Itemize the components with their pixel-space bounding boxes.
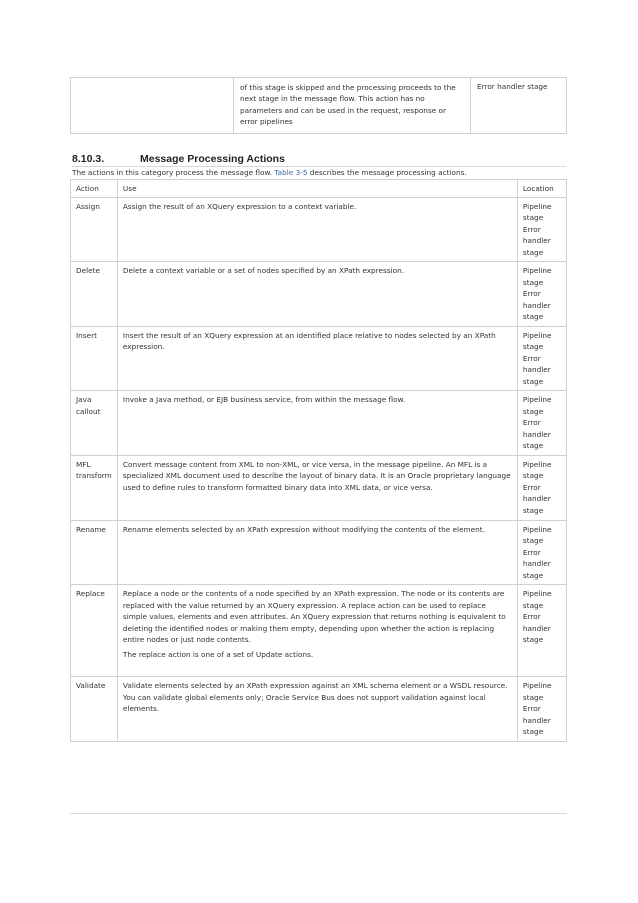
table-row	[71, 520, 567, 585]
location-line: stage	[522, 441, 544, 450]
continued-table-location-cell: Error handler stage	[477, 82, 548, 91]
action-cell: Java callout	[71, 391, 118, 456]
location-line: Error	[522, 612, 541, 621]
location-line: stage	[522, 505, 544, 515]
table-reference-link[interactable]: Table 3-5	[274, 168, 308, 177]
table-row	[71, 677, 567, 742]
use-paragraph: Convert message content from XML to non-XML, or vice versa, in the message pipeline. An MFL is a specialized XML document used to describe the layout of binary data. It is an Oracle proprietary language used to define rules to transform formatted binary data into XML data, or vice versa.	[122, 459, 511, 492]
section-title: Message Processing Actions	[140, 153, 285, 165]
intro-text: The actions in this category process the message flow.	[72, 168, 275, 177]
use-paragraph: Replace a node or the contents of a node specified by an XPath expression. The node or its contents are replaced with the value returned by an XQuery expression. A replace action can be used to replace simple values, elements and even attributes. An XQuery expression that returns nothing is equivalent to deleting the identified nodes or making them empty, depending upon whether the action is replacing entire nodes or just node contents.	[122, 589, 506, 644]
intro-text-end: describes the message processing actions.	[307, 168, 467, 177]
use-cell	[117, 326, 517, 391]
location-line: stage	[522, 277, 544, 287]
location-cell	[517, 520, 566, 585]
location-line: stage	[522, 342, 544, 351]
location-line: Pipeline	[522, 330, 552, 340]
location-line: handler	[522, 365, 551, 374]
table-row	[71, 391, 567, 456]
use-cell	[117, 585, 517, 677]
action-cell: Rename	[71, 520, 118, 585]
table-row	[71, 262, 567, 327]
action-cell: Assign	[71, 197, 118, 262]
use-cell	[117, 677, 517, 742]
location-line: stage	[522, 406, 544, 416]
table-header-row	[71, 180, 567, 198]
location-line: Pipeline	[522, 201, 552, 211]
action-cell: Delete	[71, 262, 118, 327]
page-footer-divider	[70, 813, 567, 814]
location-line: Error	[522, 704, 541, 713]
section-number: 8.10.3.	[72, 153, 105, 165]
location-line: Error	[522, 353, 541, 363]
action-cell: MFL transform	[71, 455, 118, 520]
section-heading	[72, 153, 285, 165]
location-line: stage	[522, 213, 544, 222]
location-cell	[517, 585, 566, 677]
location-cell	[517, 391, 566, 456]
location-line: Pipeline	[522, 395, 552, 404]
use-paragraph: Validate elements selected by an XPath expression against an XML schema element or a WSDL resource. You can validate global elements only; Oracle Service Bus does not support validation against local elements.	[122, 681, 508, 713]
location-line: Error	[522, 289, 541, 298]
location-line: handler	[522, 715, 551, 725]
message-processing-actions-table	[70, 179, 567, 742]
use-paragraph: Insert the result of an XQuery expression at an identified place relative to nodes selected by an XPath expression.	[122, 330, 496, 351]
location-line: Pipeline	[522, 681, 552, 690]
location-line: stage	[522, 692, 544, 702]
use-cell	[117, 197, 517, 262]
location-line: Pipeline	[522, 524, 552, 534]
location-line: stage	[522, 570, 544, 580]
location-line: handler	[522, 429, 551, 439]
action-cell: Replace	[71, 585, 118, 677]
table-row	[71, 197, 567, 262]
table-row	[71, 326, 567, 391]
use-paragraph: Invoke a Java method, or EJB business service, from within the message flow.	[122, 395, 406, 404]
heading-divider	[72, 166, 566, 167]
location-line: stage	[522, 247, 544, 257]
use-cell	[117, 262, 517, 327]
location-cell	[517, 197, 566, 262]
header-use: Use	[117, 180, 517, 198]
location-cell	[517, 326, 566, 391]
location-line: handler	[522, 623, 551, 633]
action-cell: Insert	[71, 326, 118, 391]
use-cell	[117, 520, 517, 585]
location-cell	[517, 455, 566, 520]
location-line: Error	[522, 547, 541, 557]
use-paragraph: Assign the result of an XQuery expression to a context variable.	[122, 201, 357, 211]
section-intro	[72, 168, 467, 177]
location-line: stage	[522, 600, 544, 610]
location-line: stage	[522, 536, 544, 545]
location-line: stage	[522, 635, 544, 644]
location-line: handler	[522, 559, 551, 568]
location-line: handler	[522, 300, 551, 310]
use-paragraph: Rename elements selected by an XPath expression without modifying the contents of the element.	[122, 524, 485, 534]
location-cell	[517, 262, 566, 327]
location-line: Error	[522, 482, 541, 492]
location-line: stage	[522, 727, 544, 736]
location-line: stage	[522, 312, 544, 321]
continued-table-use-cell: of this stage is skipped and the processing proceeds to the next stage in the message flow. This action has no parameters and can be used in the request, response or error pipelines	[234, 78, 471, 133]
location-line: handler	[522, 494, 551, 503]
header-action: Action	[71, 180, 118, 198]
location-line: Error	[522, 224, 541, 234]
location-line: handler	[522, 236, 551, 245]
use-cell	[117, 455, 517, 520]
table-row	[71, 585, 567, 677]
use-paragraph: Delete a context variable or a set of nodes specified by an XPath expression.	[122, 266, 405, 275]
location-line: stage	[522, 376, 544, 386]
use-cell	[117, 391, 517, 456]
location-line: Pipeline	[522, 589, 552, 598]
location-line: Pipeline	[522, 459, 552, 469]
table-row	[71, 455, 567, 520]
header-location: Location	[517, 180, 566, 198]
location-line: stage	[522, 471, 544, 480]
continued-table-action-cell	[71, 78, 234, 133]
action-cell: Validate	[71, 677, 118, 742]
use-paragraph: The replace action is one of a set of Update actions.	[122, 649, 314, 659]
location-line: Error	[522, 418, 541, 427]
location-cell	[517, 677, 566, 742]
continued-table	[70, 77, 567, 134]
location-line: Pipeline	[522, 266, 552, 275]
